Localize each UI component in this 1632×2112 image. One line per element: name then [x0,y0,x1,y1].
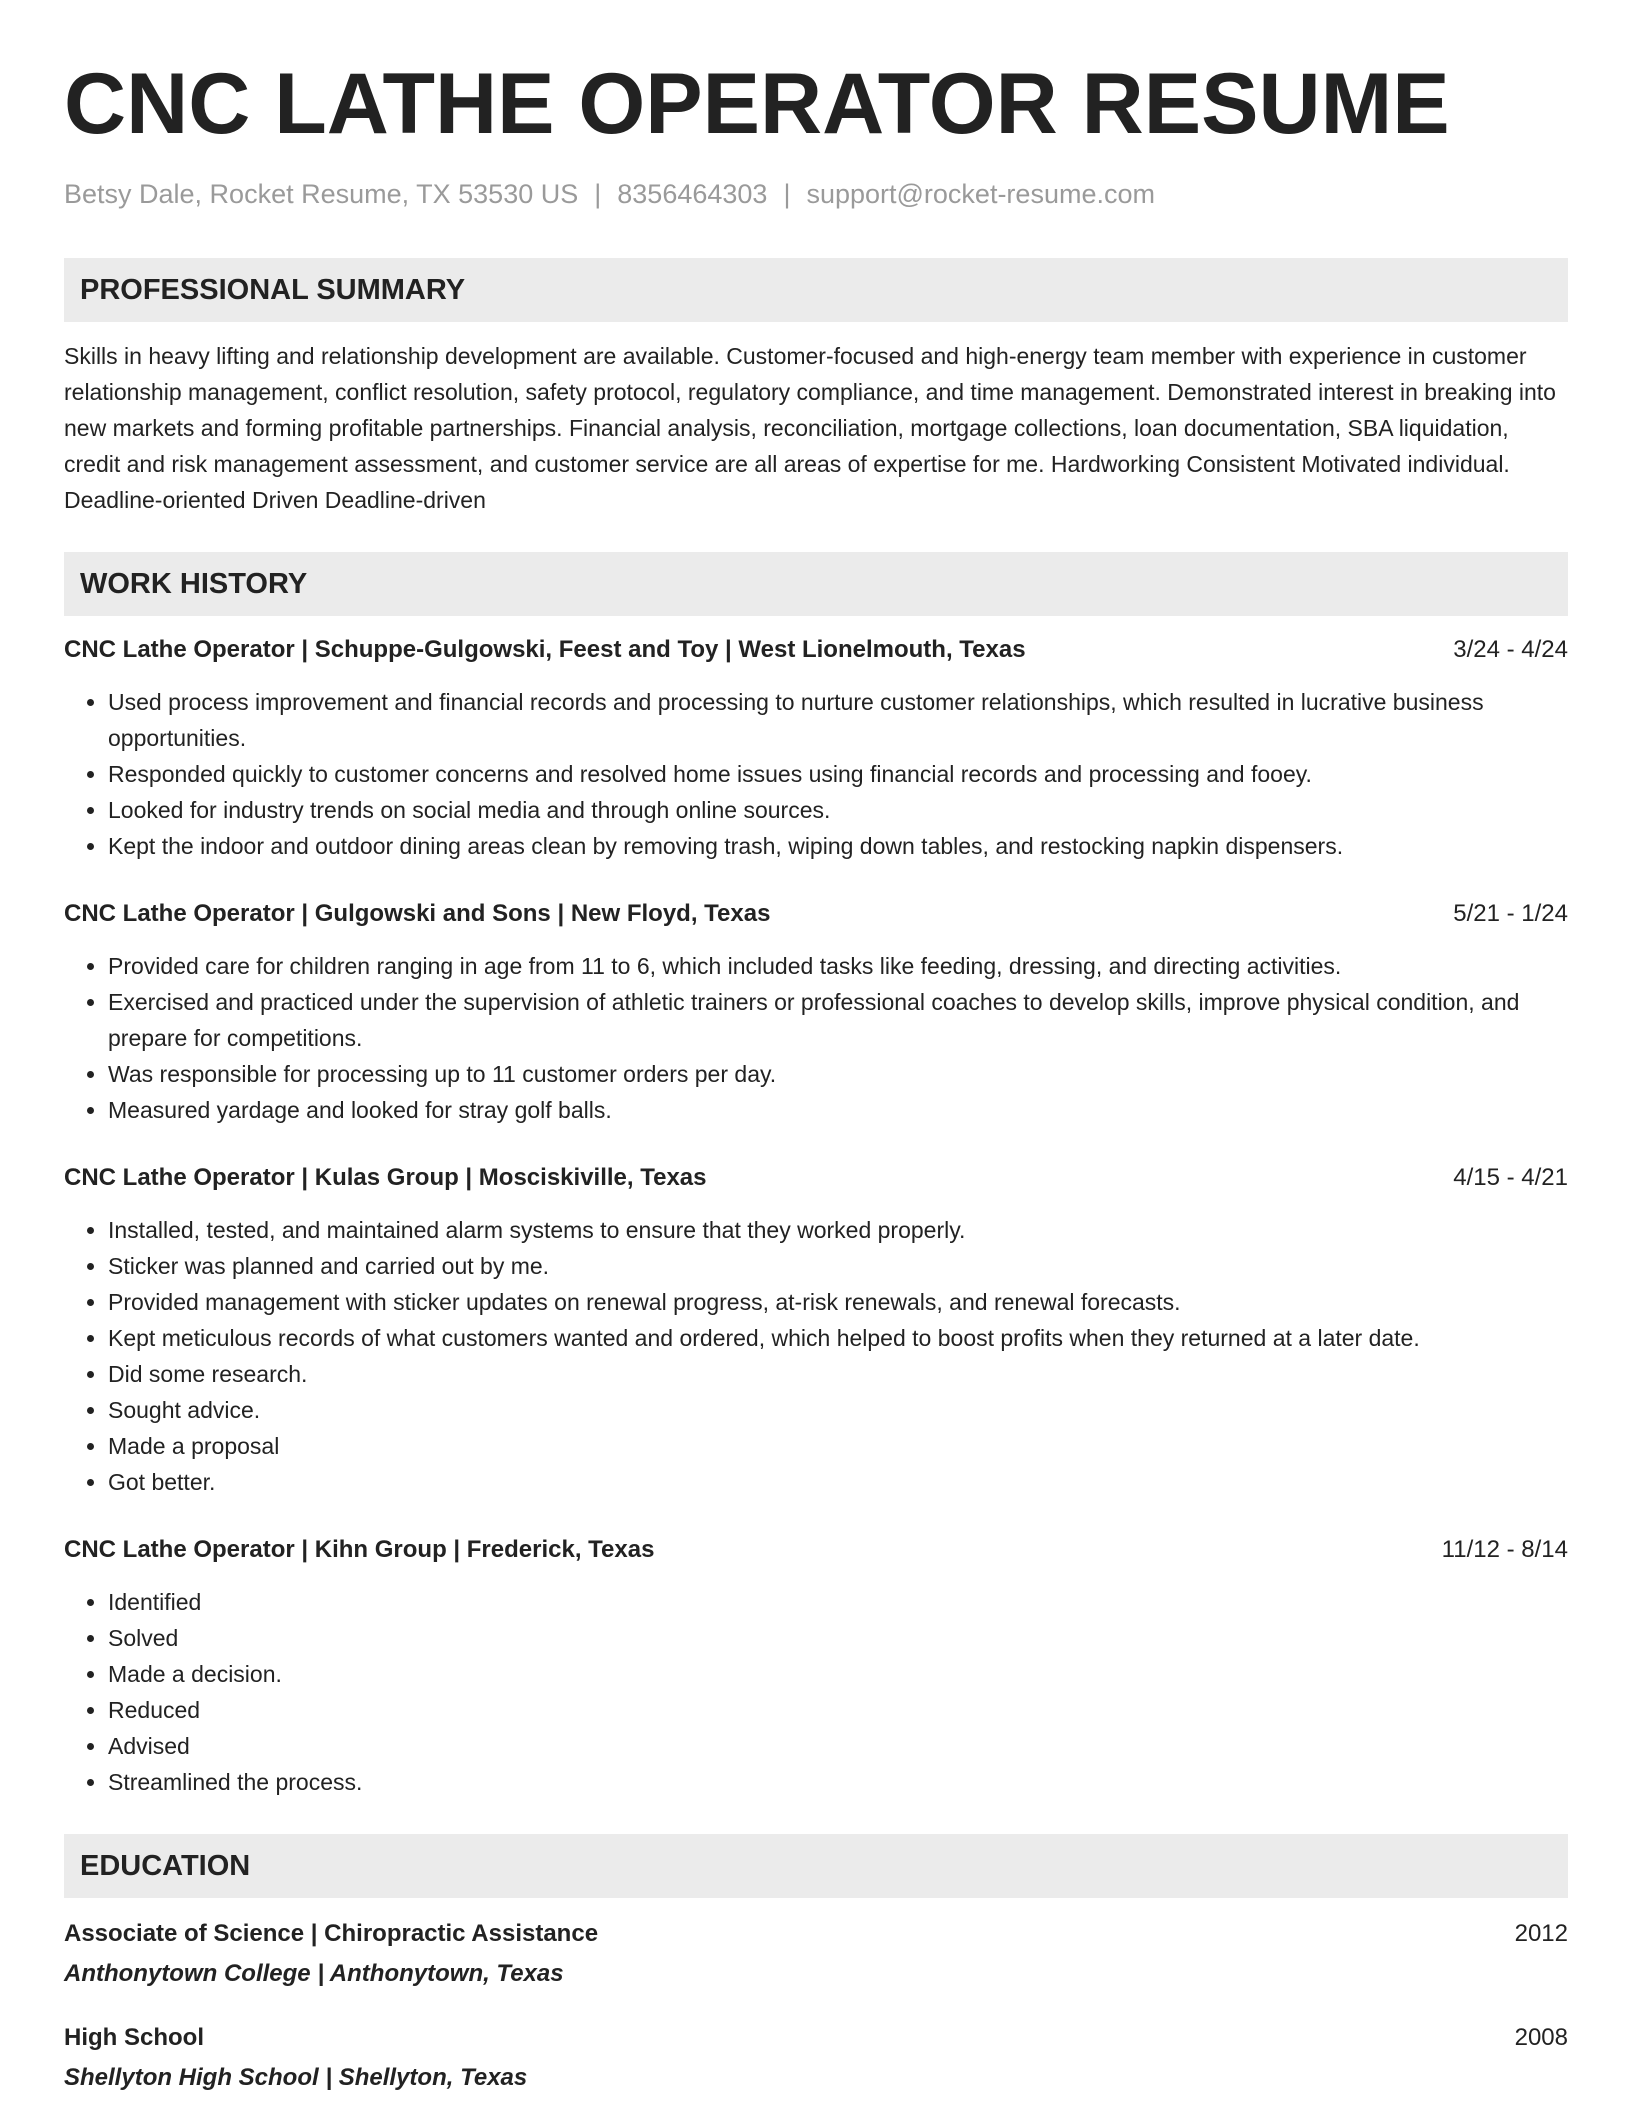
job-title: CNC Lathe Operator | Schuppe-Gulgowski, Feest and Toy | West Lionelmouth, Texas [64,636,1026,663]
education-year: 2012 [1514,1920,1568,1947]
list-item: • Identified [108,1584,1568,1620]
list-item: • Exercised and practiced under the supervision of athletic trainers or professional coaches to develop skills, improve physical condition, and prepare for competitions. [108,984,1568,1056]
contact-separator: | [783,179,791,209]
list-item: • Reduced [108,1692,1568,1728]
list-item: • Was responsible for processing up to 11 customer orders per day. [108,1056,1568,1092]
section-header-summary: PROFESSIONAL SUMMARY [64,258,1568,322]
job-entry [64,1532,1568,1800]
list-item: • Installed, tested, and maintained alarm systems to ensure that they worked properly. [108,1212,1568,1248]
page-title: CNC LATHE OPERATOR RESUME [64,56,1450,152]
job-bullet-list [64,684,1568,864]
job-entry [64,1160,1568,1500]
job-bullet-list [64,948,1568,1128]
job-header [64,896,1568,932]
list-item: • Measured yardage and looked for stray golf balls. [108,1092,1568,1128]
job-title: CNC Lathe Operator | Gulgowski and Sons | New Floyd, Texas [64,900,771,927]
education-header [64,1916,1568,1952]
education-entry [64,2020,1568,2096]
summary-text: Skills in heavy lifting and relationship development are available. Customer-focused and high-energy team member with experience in customer relationship management, conflict resolution, safety protocol, regulatory compliance, and time management. Demonstrated interest in breaking into new markets and forming profitable partnerships. Financial analysis, reconciliation, mortgage collections, loan documentation, SBA liquidation, credit and risk management assessment, and customer service are all areas of expertise for me. Hardworking Consistent Motivated individual. Deadline-oriented Driven Deadline-driven [64,343,1556,513]
education-degree: Associate of Science | Chiropractic Assistance [64,1920,599,1947]
list-item: • Looked for industry trends on social media and through online sources. [108,792,1568,828]
list-item: • Kept the indoor and outdoor dining areas clean by removing trash, wiping down tables, and restocking napkin dispensers. [108,828,1568,864]
contact-phone: 8356464303 [617,179,768,209]
job-header [64,1532,1568,1568]
list-item: • Kept meticulous records of what customers wanted and ordered, which helped to boost profits when they returned at a later date. [108,1320,1568,1356]
job-entry [64,632,1568,864]
job-header [64,1160,1568,1196]
list-item: • Provided care for children ranging in age from 11 to 6, which included tasks like feeding, dressing, and directing activities. [108,948,1568,984]
contact-email: support@rocket-resume.com [806,179,1155,209]
job-bullet-list [64,1584,1568,1800]
list-item: • Made a proposal [108,1428,1568,1464]
education-degree: High School [64,2024,204,2051]
education-entry [64,1916,1568,1992]
section-header-work-history: WORK HISTORY [64,552,1568,616]
contact-address: Betsy Dale, Rocket Resume, TX 53530 US [64,179,579,209]
job-bullet-list [64,1212,1568,1500]
list-item: • Sticker was planned and carried out by me. [108,1248,1568,1284]
list-item: • Used process improvement and financial records and processing to nurture customer relationships, which resulted in lucrative business opportunities. [108,684,1568,756]
job-dates: 3/24 - 4/24 [1453,636,1568,663]
list-item: • Solved [108,1620,1568,1656]
job-dates: 5/21 - 1/24 [1453,900,1568,927]
list-item: • Did some research. [108,1356,1568,1392]
list-item: • Made a decision. [108,1656,1568,1692]
education-year: 2008 [1514,2024,1568,2051]
list-item: • Got better. [108,1464,1568,1500]
work-history-list [64,632,1568,1800]
education-school: Shellyton High School | Shellyton, Texas [64,2064,528,2091]
list-item: • Sought advice. [108,1392,1568,1428]
job-dates: 4/15 - 4/21 [1453,1164,1568,1191]
job-entry [64,896,1568,1128]
list-item: • Streamlined the process. [108,1764,1568,1800]
list-item: • Provided management with sticker updates on renewal progress, at-risk renewals, and renewal forecasts. [108,1284,1568,1320]
education-list [64,1916,1568,2096]
contact-line [64,178,1568,210]
resume-page [64,56,1568,2096]
job-header [64,632,1568,668]
job-title: CNC Lathe Operator | Kihn Group | Frederick, Texas [64,1536,655,1563]
education-header [64,2020,1568,2056]
list-item: • Responded quickly to customer concerns and resolved home issues using financial records and processing and fooey. [108,756,1568,792]
education-school: Anthonytown College | Anthonytown, Texas [64,1960,564,1987]
contact-separator: | [594,179,602,209]
list-item: • Advised [108,1728,1568,1764]
section-header-education: EDUCATION [64,1834,1568,1898]
job-dates: 11/12 - 8/14 [1441,1536,1568,1563]
job-title: CNC Lathe Operator | Kulas Group | Mosciskiville, Texas [64,1164,707,1191]
